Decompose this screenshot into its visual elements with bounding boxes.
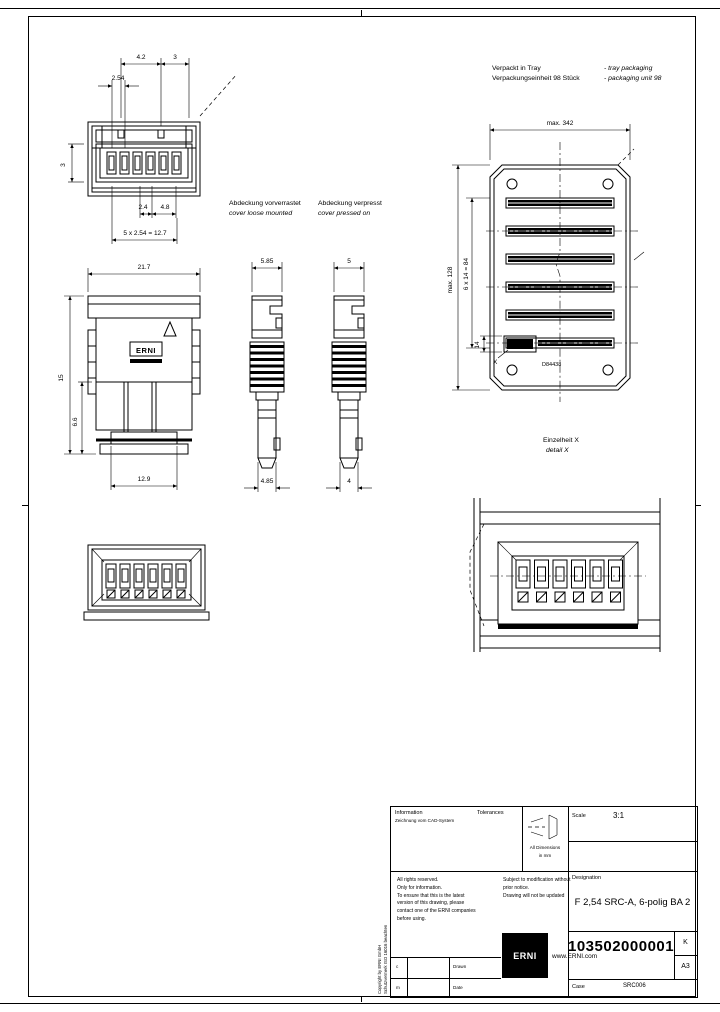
detail-label (543, 436, 579, 456)
dim-5-85: 5.85 (260, 258, 274, 265)
tb-designation-label: Designation (572, 875, 602, 881)
dim-4-2: 4.2 (136, 54, 146, 61)
tray-view-drawing (442, 102, 657, 407)
tb-revision: K (683, 939, 688, 946)
dim-3-left: 3 (60, 163, 67, 167)
packaging-note (492, 64, 661, 84)
polarization-triangle (164, 322, 176, 336)
detail-x-drawing (460, 490, 670, 660)
frame-center-tick-top (361, 10, 362, 16)
dim-15: 15 (58, 374, 65, 382)
tb-tolerances-label: Tolerances (477, 810, 504, 816)
tb-legal-line: Drawing will not be updated (503, 892, 565, 899)
bottom-view-contacts (106, 564, 186, 598)
packaging-line1-en: - tray packaging (604, 65, 653, 72)
dim-max-342: max. 342 (546, 120, 574, 127)
frame-center-tick-left (22, 505, 28, 506)
dim-14: 14 (474, 341, 481, 349)
front-view-body (88, 296, 200, 454)
dim-rows: 6 x 14 = 84 (463, 257, 470, 291)
copyright-line-2: Schutzvermerk ISO 16016 beachten (383, 924, 389, 994)
tb-case-label: Case (572, 984, 585, 990)
erni-logo-front: ERNI (136, 346, 156, 355)
side-view-loose-dimensions (244, 258, 290, 492)
top-view-drawing (52, 46, 302, 261)
tb-legal-line: version of this drawing, please (397, 900, 465, 907)
tb-legal-line: All rights reserved. (397, 877, 439, 883)
copyright-line-1: Copyright by ERNI GmbH (377, 944, 382, 994)
chamfer-leader (200, 74, 237, 116)
note-cover-pressed (318, 199, 406, 219)
tb-line (407, 957, 408, 997)
note-cover-pressed-en: cover pressed on (318, 209, 371, 217)
detail-label-de: Einzelheit X (543, 437, 579, 444)
dim-3-top: 3 (173, 54, 177, 61)
tb-line (568, 841, 697, 842)
tb-website: www.ERNI.com (552, 953, 598, 960)
tb-case-value: SRC006 (623, 983, 646, 989)
tb-line (568, 979, 697, 980)
tray-slots (486, 142, 638, 402)
tb-row2-mark: m (396, 985, 400, 990)
erni-logo (502, 933, 548, 978)
tb-legal-line: Only for information. (397, 884, 443, 891)
copyright-note (377, 808, 389, 994)
note-cover-loose-en: cover loose mounted (229, 209, 293, 217)
tb-legal-left (397, 877, 476, 924)
dim-max-128: max. 128 (447, 266, 454, 294)
detail-contacts (516, 560, 623, 602)
tray-outline (490, 149, 644, 390)
dim-2-4: 2.4 (138, 204, 148, 211)
side-view-pressed-drawing (318, 250, 380, 505)
top-view-dimensions (60, 54, 189, 244)
title-block (390, 806, 698, 998)
tb-format: A3 (681, 963, 690, 970)
detail-label-en: detail X (546, 446, 569, 454)
dim-4-85: 4.85 (260, 478, 274, 485)
tb-legal-line: prior notice. (503, 884, 530, 891)
tb-dim-note-2: in mm (538, 853, 552, 858)
page-edge-bottom (0, 1003, 720, 1004)
tb-line (674, 955, 697, 956)
side-view-loose-body (250, 296, 284, 468)
tray-part-ref: D84438 (542, 362, 562, 368)
frame-center-tick-right (695, 505, 701, 506)
side-view-loose-drawing (232, 250, 302, 505)
tb-dim-note-1: All Dimensions (529, 845, 561, 850)
packaging-line1-de: Verpackt in Tray (492, 65, 541, 72)
side-view-pressed-dimensions (326, 258, 372, 492)
dim-5: 5 (347, 258, 351, 265)
tb-line (522, 807, 523, 871)
erni-logo-text: ERNI (513, 950, 537, 961)
dim-pitch-2-54: 2.54 (111, 75, 125, 82)
dim-12-9: 12.9 (137, 476, 151, 483)
packaging-line2-de: Verpackungseinheit 98 Stück (492, 75, 580, 83)
dim-6-6: 6.6 (72, 417, 79, 427)
note-cover-loose-de: Abdeckung vorverrastet (229, 200, 301, 207)
tb-legal-right (503, 877, 571, 900)
tb-row1-mark: c (396, 964, 399, 969)
projection-symbol-icon (527, 813, 565, 841)
front-view-drawing (52, 250, 242, 505)
dim-21-7: 21.7 (137, 264, 151, 271)
x-leader (498, 350, 508, 358)
side-view-pressed-body (332, 296, 366, 468)
packaging-line2-en: - packaging unit 98 (604, 75, 662, 83)
top-view-body (88, 74, 237, 196)
dim-4: 4 (347, 478, 351, 485)
tb-scale-value: 3:1 (613, 811, 625, 820)
tb-scale-label: Scale (572, 813, 586, 819)
tb-row1-label: Drawn (453, 964, 467, 969)
tb-part-number: 103502000001 (568, 938, 675, 955)
tb-legal-line: contact one of the ERNI companies (397, 908, 476, 914)
dim-total-12-7: 5 x 2.54 = 12.7 (123, 230, 167, 237)
page-edge-top (0, 8, 720, 9)
frame-center-tick-bottom (361, 996, 362, 1002)
tb-legal-line: Subject to modification without (503, 877, 571, 883)
detail-pocket (498, 542, 638, 629)
detail-x-marker: X (493, 359, 498, 366)
tb-designation-value: F 2,54 SRC-A, 6-polig BA 2 (574, 897, 691, 908)
note-cover-loose (229, 199, 317, 219)
tb-legal-line: before using. (397, 915, 426, 922)
tb-legal-line: To ensure that this is the latest (397, 892, 465, 899)
note-cover-pressed-de: Abdeckung verpresst (318, 200, 382, 207)
tb-line (449, 957, 450, 997)
dim-4-8: 4.8 (160, 204, 170, 211)
tb-information-sub: Zeichnung vom CAD-System (395, 818, 455, 823)
tb-row2-label: Date (453, 985, 463, 990)
front-view-dimensions (58, 264, 200, 490)
tb-line (391, 871, 697, 872)
tb-information-label: Information (395, 810, 423, 816)
bottom-view-drawing (80, 532, 220, 632)
tb-line (568, 931, 697, 932)
